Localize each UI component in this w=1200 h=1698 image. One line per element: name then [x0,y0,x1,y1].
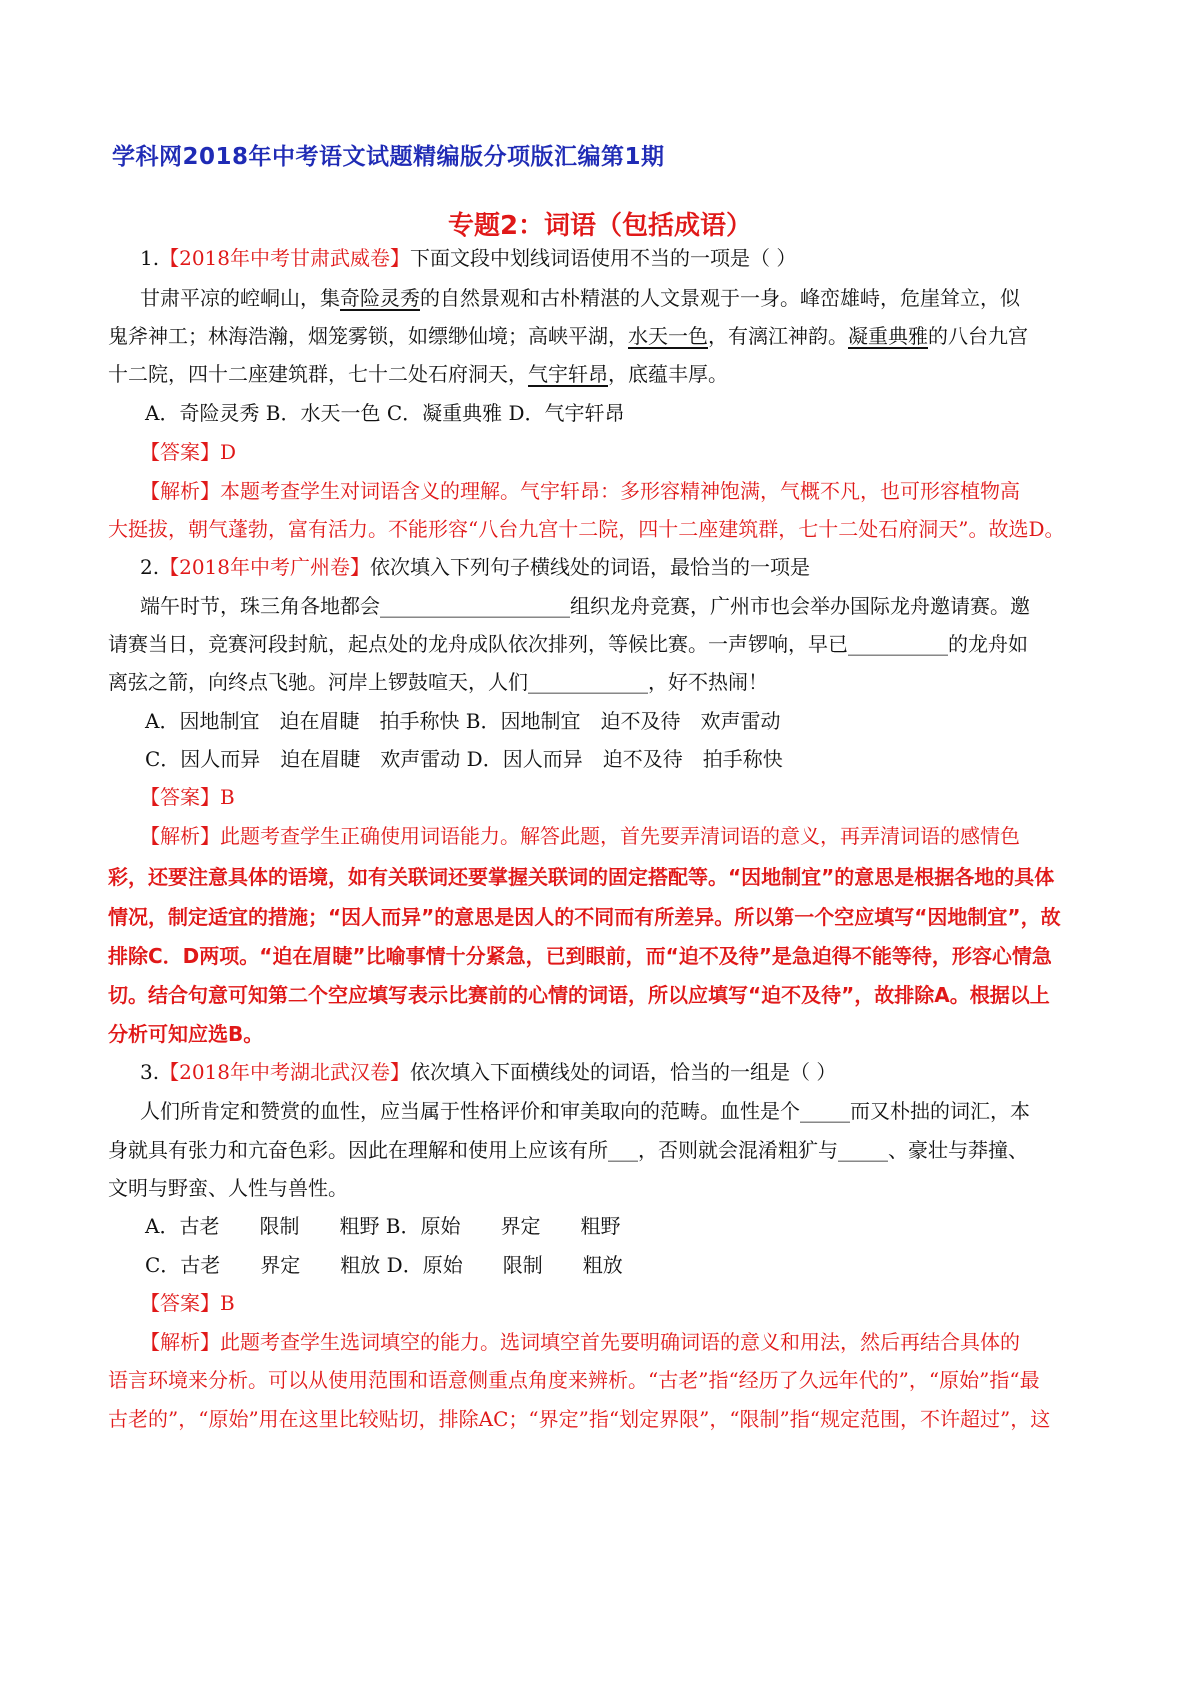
q3-passage-line-3: 文明与野蛮、人性与兽性。 [108,1176,348,1200]
q3-analysis-label: 【解析】 [140,1330,220,1354]
q2-analysis-line-5: 切。结合句意可知第二个空应填写表示比赛前的心情的词语，所以应填写“迫不及待”，故排除A。根据以上 [108,983,1050,1007]
q3-source: 【2018年中考湖北武汉卷】 [159,1060,410,1084]
q3-options-cd: C．古老 界定 粗放 D．原始 限制 粗放 [145,1253,623,1277]
q1-underlined-word: 气宇轩昂 [528,362,608,386]
q2-stem-line [140,552,1120,582]
q1-underlined-word: 凝重典雅 [848,324,928,348]
q3-answer-label: 【答案】 [140,1291,220,1315]
q3-answer-line [140,1288,1120,1318]
q2-analysis-line-4: 排除C．D两项。“迫在眉睫”比喻事情十分紧急，已到眼前，而“迫不及待”是急迫得不能等待，形容心情急 [108,944,1052,968]
q3-passage-line-2: 身就具有张力和亢奋色彩。因此在理解和使用上应该有所___，否则就会混淆粗犷与_____、豪壮与莽撞、 [108,1138,1028,1162]
q2-analysis-line-3: 情况，制定适宜的措施；“因人而异”的意思是因人的不同而有所差异。所以第一个空应填写“因地制宜”，故 [108,905,1061,929]
q1-passage-text: 的自然景观和古朴精湛的人文景观于一身。峰峦雄峙，危崖耸立，似 [420,286,1020,310]
q2-source: 【2018年中考广州卷】 [159,555,370,579]
q2-passage-line-2: 请赛当日，竞赛河段封航，起点处的龙舟成队依次排列，等候比赛。一声锣响，早已__________的龙舟如 [108,632,1028,656]
q2-passage-line-3: 离弦之箭，向终点飞驰。河岸上锣鼓喧天，人们____________，好不热闹！ [108,670,768,694]
document-header: 学科网2018年中考语文试题精编版分项版汇编第1期 [112,144,665,170]
q3-analysis-line-2: 语言环境来分析。可以从使用范围和语意侧重点角度来辨析。“古老”指“经历了久远年代的”，“原始”指“最 [108,1368,1040,1392]
q1-options: A．奇险灵秀 B．水天一色 C．凝重典雅 D．气宇轩昂 [145,401,625,425]
q3-answer: B [220,1291,235,1315]
q2-options-cd: C．因人而异 迫在眉睫 欢声雷动 D．因人而异 迫不及待 拍手称快 [145,747,783,771]
q1-passage-text: 甘肃平凉的崆峒山，集 [140,286,340,310]
q2-stem: 依次填入下列句子横线处的词语，最恰当的一项是 [370,555,810,579]
q2-passage-line-1: 端午时节，珠三角各地都会___________________组织龙舟竞赛，广州市也会举办国际龙舟邀请赛。邀 [140,594,1030,618]
q1-stem-line [140,243,1120,273]
q3-stem: 依次填入下面横线处的词语，恰当的一组是（ ） [410,1060,837,1084]
q1-analysis-label: 【解析】 [140,479,220,503]
q3-stem-line [140,1057,1120,1087]
q2-analysis-text: 此题考查学生正确使用词语能力。解答此题，首先要弄清词语的意义，再弄清词语的感情色 [220,824,1020,848]
q2-analysis-line-6: 分析可知应选B。 [108,1022,264,1046]
q2-analysis-line-2: 彩，还要注意具体的语境，如有关联词还要掌握关联词的固定搭配等。“因地制宜”的意思是根据各地的具体 [108,865,1055,889]
topic-title: 专题2：词语（包括成语） [447,211,753,241]
q1-passage-line-3 [108,359,1088,389]
q1-passage-text: ，底蕴丰厚。 [608,362,728,386]
q2-number: 2. [140,555,160,579]
q1-passage-text: 的八台九宫 [928,324,1028,348]
q3-analysis-line-1 [140,1327,1120,1357]
q1-passage-line-1 [140,283,1120,313]
q1-stem: 下面文段中划线词语使用不当的一项是（ ） [410,246,797,270]
q3-analysis-text: 此题考查学生选词填空的能力。选词填空首先要明确词语的意义和用法，然后再结合具体的 [220,1330,1020,1354]
q1-analysis-line-2: 大挺拔，朝气蓬勃，富有活力。不能形容“八台九宫十二院，四十二座建筑群，七十二处石府洞天”。故选D。 [108,517,1065,541]
q3-options-ab: A．古老 限制 粗野 B．原始 界定 粗野 [145,1214,621,1238]
q1-underlined-word: 奇险灵秀 [340,286,420,310]
q2-analysis-label: 【解析】 [140,824,220,848]
q2-answer-label: 【答案】 [140,785,220,809]
q1-passage-line-2 [108,321,1088,351]
q1-answer-label: 【答案】 [140,440,220,464]
q1-passage-text: 十二院，四十二座建筑群，七十二处石府洞天， [108,362,528,386]
q1-underlined-word: 水天一色 [628,324,708,348]
q1-analysis-text: 本题考查学生对词语含义的理解。气宇轩昂：多形容精神饱满，气概不凡，也可形容植物高 [220,479,1020,503]
q1-answer: D [220,440,237,464]
q3-number: 3. [140,1060,160,1084]
q2-options-ab: A．因地制宜 迫在眉睫 拍手称快 B．因地制宜 迫不及待 欢声雷动 [145,709,781,733]
q1-number: 1. [140,246,160,270]
q1-answer-line [140,437,1120,467]
q2-answer-line [140,782,1120,812]
q1-analysis-line-1 [140,476,1120,506]
q1-source: 【2018年中考甘肃武威卷】 [159,246,410,270]
q1-passage-text: 鬼斧神工；林海浩瀚，烟笼雾锁，如缥缈仙境；高峡平湖， [108,324,628,348]
q2-analysis-line-1 [140,821,1120,851]
q1-passage-text: ，有漓江神韵。 [708,324,848,348]
q2-answer: B [220,785,235,809]
q3-analysis-line-3: 古老的”，“原始”用在这里比较贴切，排除AC；“界定”指“划定界限”，“限制”指“规定范围，不许超过”，这 [108,1407,1051,1431]
q3-passage-line-1: 人们所肯定和赞赏的血性，应当属于性格评价和审美取向的范畴。血性是个_____而又朴拙的词汇，本 [140,1099,1030,1123]
